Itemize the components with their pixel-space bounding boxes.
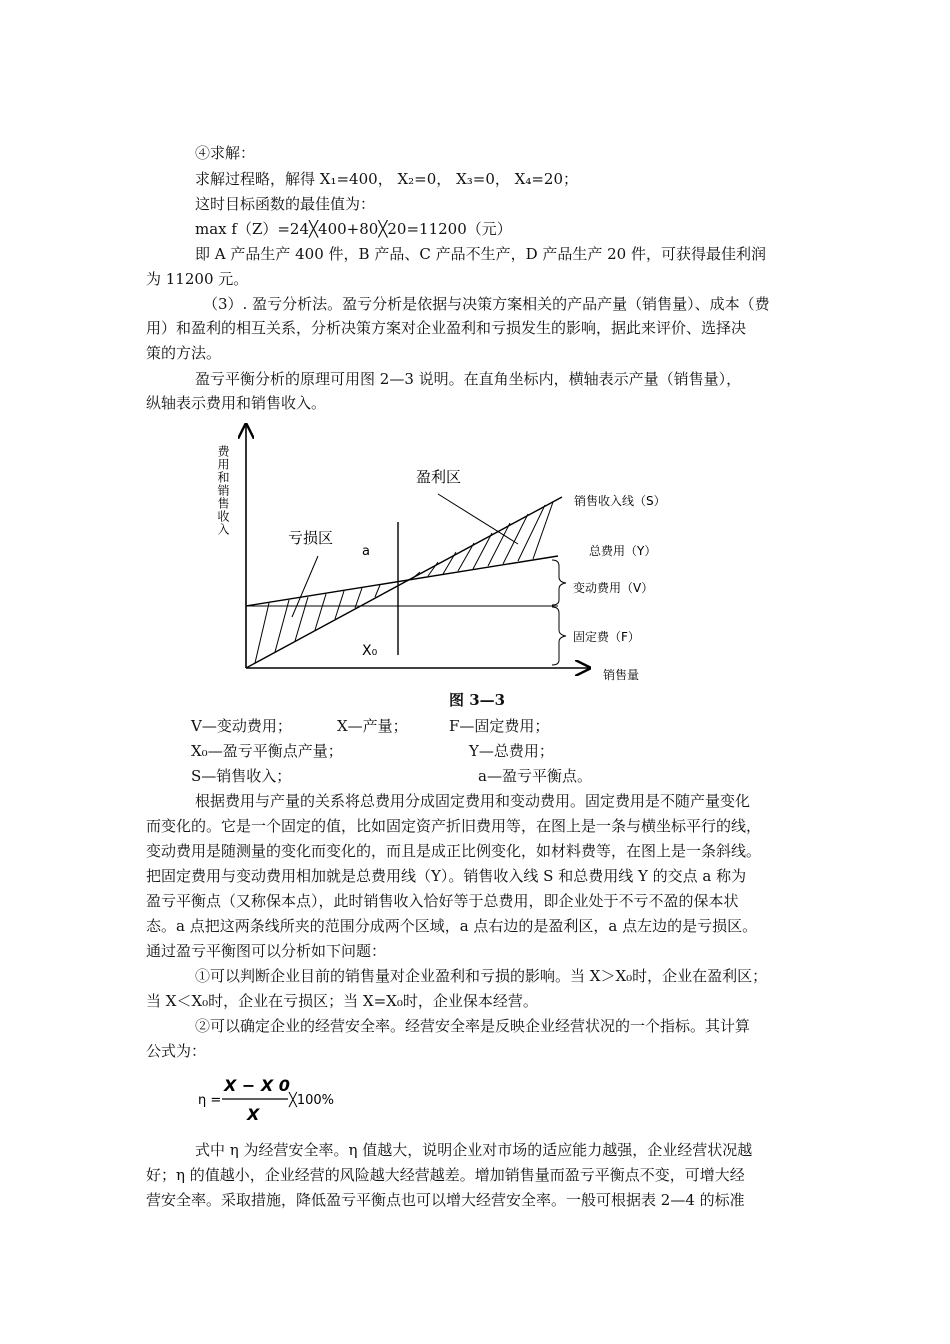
legend-x: X—产量； xyxy=(337,717,408,735)
body-p4-line-2: 好；η 的值越小，企业经营的风险越大经营越差。增加销售量而盈亏平衡点不变，可增大经 xyxy=(146,1166,745,1184)
body-p4-line-1: 式中 η 为经营安全率。η 值越大，说明企业对市场的适应能力越强，企业经营状况越 xyxy=(195,1141,753,1159)
x4-value: X₄=20； xyxy=(514,170,579,188)
section3-line-1: （3）. 盈亏分析法。盈亏分析是依据与决策方案相关的产品产量（销售量）、成本（费 xyxy=(203,295,770,313)
formula-denominator: X xyxy=(247,1105,260,1124)
principle-line-1: 盈亏平衡分析的原理可用图 2—3 说明。在直角坐标内，横轴表示产量（销售量）， xyxy=(195,370,742,388)
formula-eta: η = xyxy=(198,1093,222,1108)
legend-a: a—盈亏平衡点。 xyxy=(478,767,592,785)
body-p1-line-2: 而变化的。它是一个固定的值，比如固定资产折旧费用等，在图上是一条与横坐标平行的线， xyxy=(146,817,762,835)
figure-caption: 图 3—3 xyxy=(449,691,506,709)
section3-line-2: 用）和盈利的相互关系，分析决策方案对企业盈利和亏损发生的影响，据此来评价、选择决 xyxy=(146,319,747,337)
y-axis-label: 费用和销售收入 xyxy=(216,445,230,536)
body-p4-line-3: 营安全率。采取措施，降低盈亏平衡点也可以增大经营安全率。一般可根据表 2—4 的标准 xyxy=(146,1191,745,1209)
body-p3-line-2: 公式为： xyxy=(146,1042,207,1060)
x-axis-label: 销售量 xyxy=(603,668,640,682)
legend-s: S—销售收入； xyxy=(191,767,292,785)
legend-x0: X₀—盈亏平衡点产量； xyxy=(191,742,343,760)
formula-numerator: X − X 0 xyxy=(224,1076,290,1095)
legend-v: V—变动费用； xyxy=(191,717,292,735)
total-cost-line xyxy=(246,556,558,606)
safety-rate-formula xyxy=(196,1075,356,1125)
profit-zone-label: 盈利区 xyxy=(416,468,462,486)
solve-text: 求解过程略，解得 xyxy=(195,170,316,188)
fixed-cost-label: 固定费（F） xyxy=(573,630,640,644)
conclusion-line-1: 即 A 产品生产 400 件，B 产品、C 产品不生产，D 产品生产 20 件，可获得最佳利润 xyxy=(195,245,766,263)
body-p1-line-1: 根据费用与产量的关系将总费用分成固定费用和变动费用。固定费用是不随产量变化 xyxy=(195,792,751,810)
x2-value: X₂=0， xyxy=(397,170,452,188)
loss-zone-label: 亏损区 xyxy=(288,529,334,547)
x1-value: X₁=400， xyxy=(319,170,393,188)
x0-label: X₀ xyxy=(362,643,378,659)
step4-heading: ④求解： xyxy=(195,144,256,162)
section3-line-3: 策的方法。 xyxy=(146,344,222,362)
optimal-label: 这时目标函数的最佳值为： xyxy=(195,195,376,213)
x3-value: X₃=0， xyxy=(456,170,510,188)
legend-y: Y—总费用； xyxy=(469,742,554,760)
legend-f: F—固定费用； xyxy=(449,717,550,735)
formula-times: ╳100% xyxy=(289,1093,334,1108)
sales-line-label: 销售收入线（S） xyxy=(574,494,666,508)
profit-zone-pointer xyxy=(438,494,518,544)
variable-cost-label: 变动费用（V） xyxy=(573,581,654,595)
variable-cost-brace xyxy=(552,560,566,605)
total-cost-label: 总费用（Y） xyxy=(589,544,657,558)
body-p1-line-6: 态。a 点把这两条线所夹的范围分成两个区域，a 点右边的是盈利区，a 点左边的是亏损区。 xyxy=(146,917,758,935)
body-p1-line-5: 盈亏平衡点（又称保本点），此时销售收入恰好等于总费用，即企业处于不亏不盈的保本状 xyxy=(146,892,739,910)
body-p2-line-2: 当 X＜X₀时，企业在亏损区；当 X=X₀时，企业保本经营。 xyxy=(146,992,538,1010)
conclusion-line-2: 为 11200 元。 xyxy=(146,270,249,288)
body-p1-line-7: 通过盈亏平衡图可以分析如下问题： xyxy=(146,942,387,960)
body-p2-line-1: ①可以判断企业目前的销售量对企业盈利和亏损的影响。当 X＞X₀时，企业在盈利区； xyxy=(195,967,768,985)
sales-revenue-line xyxy=(246,497,562,668)
body-p1-line-4: 把固定费用与变动费用相加就是总费用线（Y）。销售收入线 S 和总费用线 Y 的交点 a 称为 xyxy=(146,867,747,885)
fixed-cost-brace xyxy=(552,607,566,665)
principle-line-2: 纵轴表示费用和销售收入。 xyxy=(146,394,327,412)
max-formula: max f（Z）=24╳400+80╳20=11200（元） xyxy=(195,220,512,238)
point-a-label: a xyxy=(362,544,370,559)
body-p1-line-3: 变动费用是随测量的变化而变化的，而且是成正比例变化，如材料费等，在图上是一条斜线。 xyxy=(146,842,762,860)
body-p3-line-1: ②可以确定企业的经营安全率。经营安全率是反映企业经营状况的一个指标。其计算 xyxy=(195,1017,751,1035)
